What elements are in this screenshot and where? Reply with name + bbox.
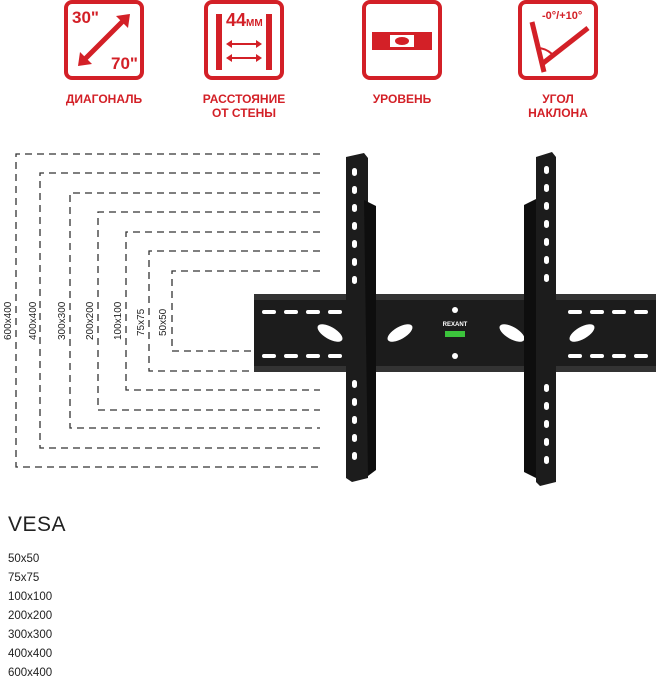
vesa-size-item: 50x50 xyxy=(8,553,40,565)
vesa-label-200x200: 200x200 xyxy=(85,301,96,340)
vesa-size-item: 300x300 xyxy=(8,629,53,641)
vesa-label-75x75: 75x75 xyxy=(136,308,147,336)
diagonal-min: 30" xyxy=(72,8,99,27)
vesa-size-item: 400x400 xyxy=(8,648,53,660)
feature-diagonal-label: ДИАГОНАЛЬ xyxy=(65,92,143,106)
vesa-size-item: 600x400 xyxy=(8,667,53,679)
vesa-size-list xyxy=(8,550,52,683)
wall-plate xyxy=(254,294,656,372)
distance-value: 44ММ xyxy=(226,10,263,30)
vesa-label-600x400: 600x400 xyxy=(3,301,14,340)
vesa-size-item: 100x100 xyxy=(8,591,53,603)
vesa-size-item: 75x75 xyxy=(8,572,40,584)
vesa-label-300x300: 300x300 xyxy=(57,301,68,340)
brand-logo: REXANT xyxy=(442,322,468,328)
bubble-level xyxy=(445,331,465,337)
left-mount-arm xyxy=(346,153,376,482)
right-mount-arm xyxy=(524,152,556,486)
vesa-label-400x400: 400x400 xyxy=(28,301,39,340)
vesa-size-item: 200x200 xyxy=(8,610,53,622)
feature-tilt-label: УГОЛ НАКЛОНА xyxy=(528,92,588,120)
diagonal-max: 70" xyxy=(111,54,138,73)
vesa-label-100x100: 100x100 xyxy=(113,301,124,340)
feature-level-label: УРОВЕНЬ xyxy=(372,92,432,106)
feature-distance-label: РАССТОЯНИЕ ОТ СТЕНЫ xyxy=(202,92,286,120)
tilt-value: -0°/+10° xyxy=(542,10,583,22)
vesa-label-50x50: 50x50 xyxy=(158,308,169,336)
vesa-title: VESA xyxy=(8,513,67,536)
